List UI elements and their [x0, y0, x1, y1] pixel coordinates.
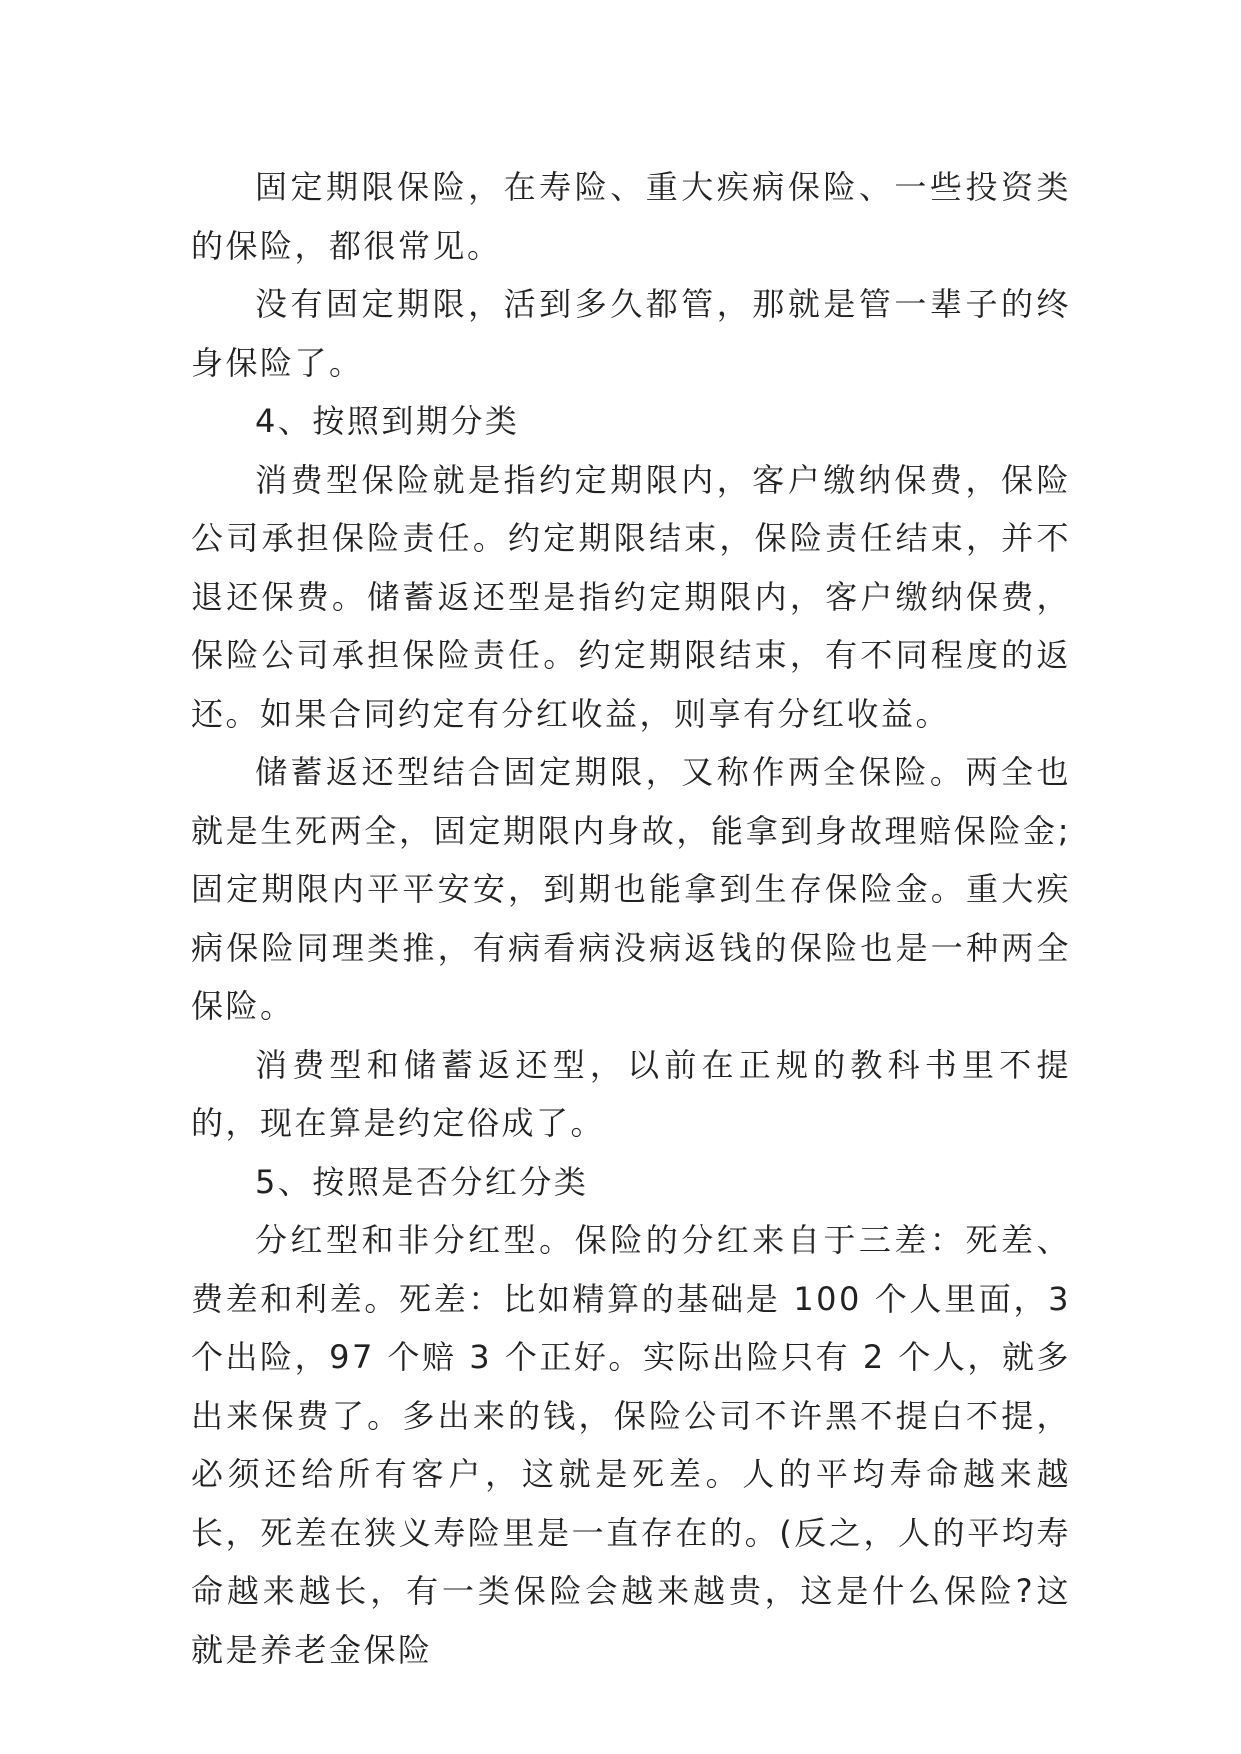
paragraph-consumer-savings: 消费型保险就是指约定期限内，客户缴纳保费，保险公司承担保险责任。约定期限结束，保险责任结束，并不退还保费。储蓄返还型是指约定期限内，客户缴纳保费，保险公司承担保险责任。约定期限结束，有不同程度的返还。如果合同约定有分红收益，则享有分红收益。	[191, 460, 1071, 733]
paragraph-fixed-term: 固定期限保险，在寿险、重大疾病保险、一些投资类的保险，都很常见。	[191, 168, 1071, 265]
paragraph-endowment: 储蓄返还型结合固定期限，又称作两全保险。两全也就是生死两全，固定期限内身故，能拿到身故理赔保险金;固定期限内平平安安，到期也能拿到生存保险金。重大疾病保险同理类推，有病看病没病返钱的保险也是一种两全保险。	[191, 753, 1071, 1025]
paragraph-convention: 消费型和储蓄返还型，以前在正规的教科书里不提的，现在算是约定俗成了。	[191, 1045, 1071, 1142]
section-heading-dividend: 5、按照是否分红分类	[255, 1162, 589, 1201]
paragraph-lifetime: 没有固定期限，活到多久都管，那就是管一辈子的终身保险了。	[191, 285, 1071, 382]
section-heading-maturity: 4、按照到期分类	[255, 402, 520, 440]
paragraph-dividend: 分红型和非分红型。保险的分红来自于三差：死差、费差和利差。死差：比如精算的基础是 100 个人里面，3 个出险，97 个赔 3 个正好。实际出险只有 2 个人，就多出来保费了。多出来的钱，保险公司不许黑不提白不提，必须还给所有客户，这就是死差。人的平均寿命越来越长，死差在狭义寿险里是一直存在的。(反之，人的平均寿命越来越长，有一类保险会越来越贵，这是什么保险?这就是养老金保险	[191, 1221, 1071, 1669]
document-body	[191, 158, 1071, 1679]
